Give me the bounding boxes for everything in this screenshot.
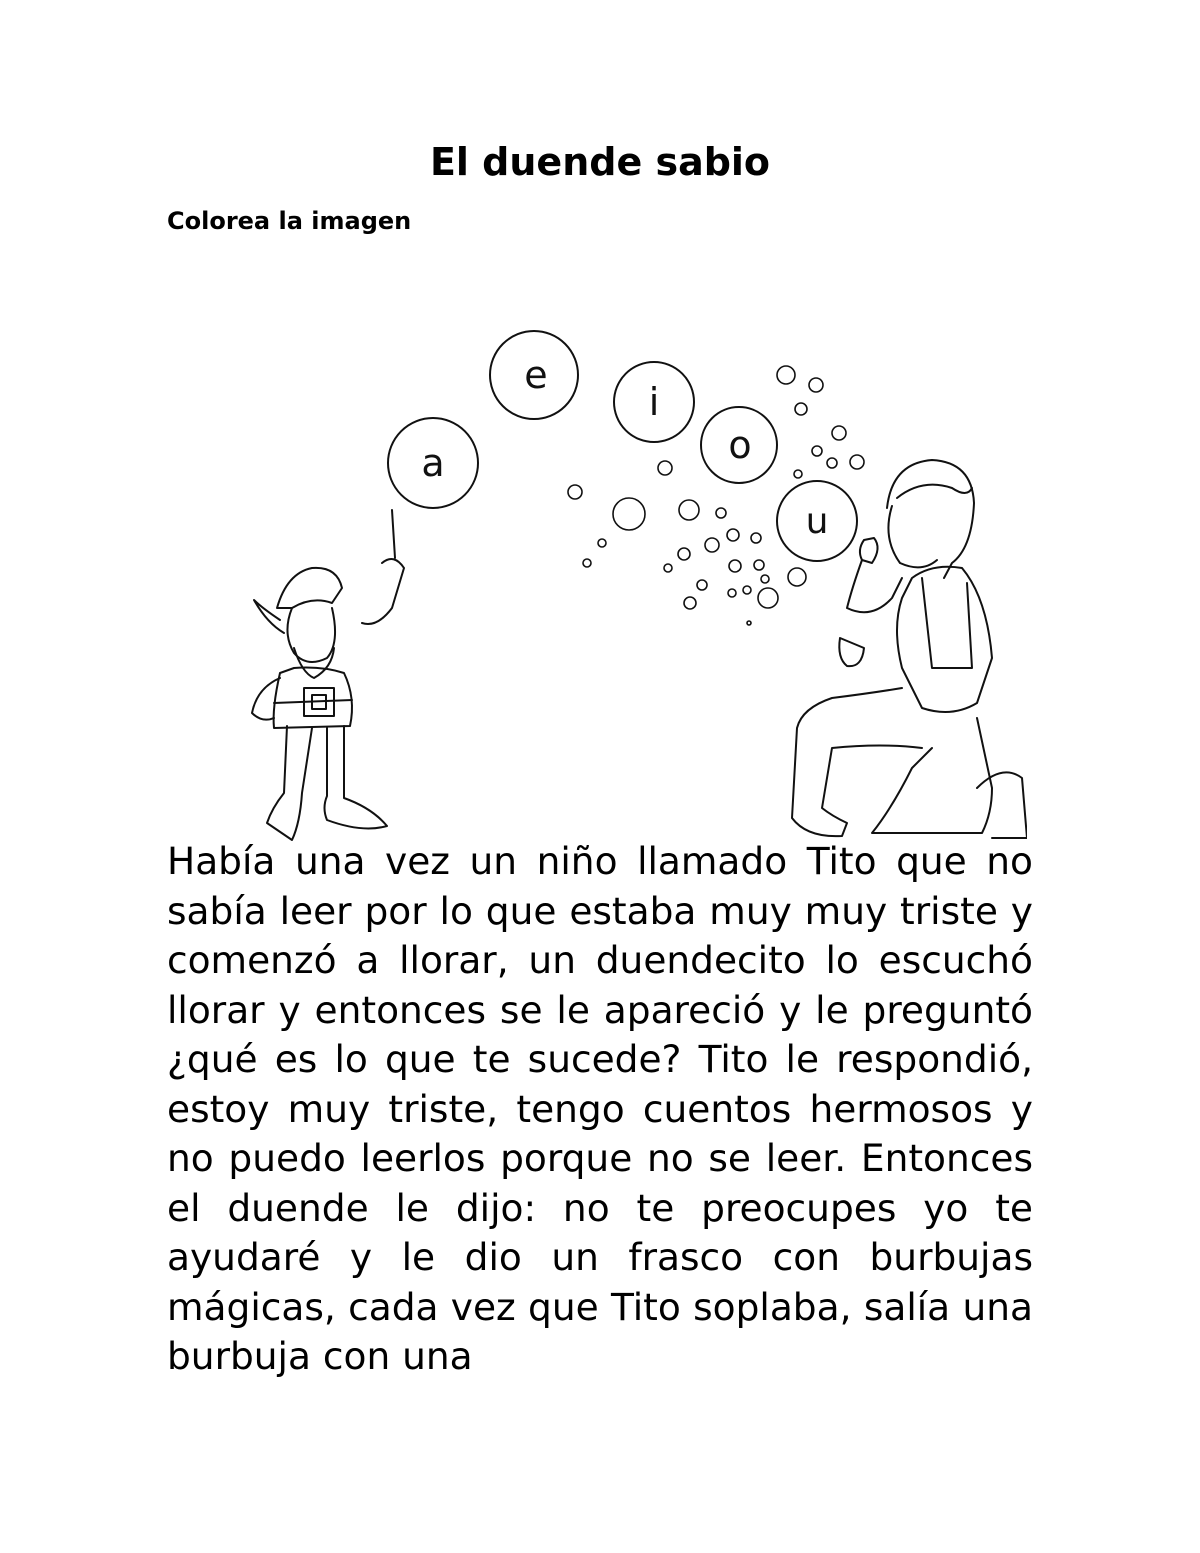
- bubble-i: [614, 362, 694, 442]
- bubble-o: [701, 407, 777, 483]
- story-text: Había una vez un niño llamado Tito que no sabía leer por lo que estaba muy muy triste y comenzó a llorar, un duendecito lo escuchó llorar y entonces se le apareció y le preguntó ¿qué es lo que te sucede? Tito le respondió, estoy muy triste, tengo cuentos hermosos y no puedo leerlos porque no se leer. Entonces el duende le dijo: no te preocupes yo te ayudaré y le dio un frasco con burbujas mágicas, cada vez que Tito soplaba, salía una burbuja con una: [167, 839, 1033, 1378]
- bubble-letter-a: a: [421, 441, 445, 485]
- bubble-a: [388, 418, 478, 508]
- bubble-e: [490, 331, 578, 419]
- page-title: El duende sabio: [429, 140, 771, 184]
- bubble-letter-u: u: [805, 501, 829, 542]
- bubble-letter-e: e: [524, 353, 548, 397]
- bubble-u: [777, 481, 857, 561]
- elf-figure: [252, 510, 404, 840]
- coloring-illustration: [232, 248, 1027, 850]
- bubble-letter-o: o: [728, 423, 752, 467]
- coloring-instruction: Colorea la imagen: [167, 207, 412, 235]
- small-bubbles: [568, 366, 864, 625]
- bubble-letter-i: i: [648, 380, 660, 424]
